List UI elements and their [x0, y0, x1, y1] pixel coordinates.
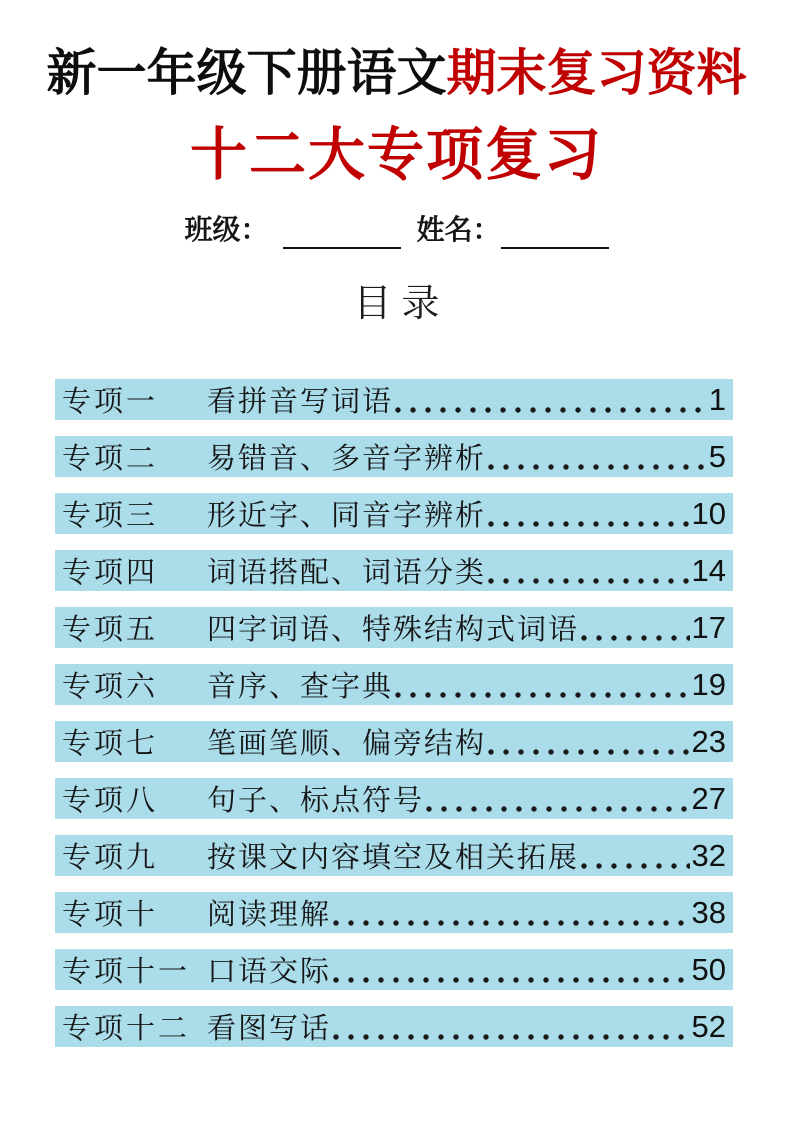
toc-item-number: 专项三 [62, 500, 159, 533]
toc-page-number: 19 [691, 666, 726, 702]
toc-page-number: 38 [691, 894, 726, 930]
toc-heading: 目录 [353, 282, 450, 325]
toc-item-title: 词语搭配、词语分类 [207, 557, 487, 590]
toc-row [55, 778, 733, 819]
toc-page-number: 32 [691, 837, 726, 873]
toc-row [55, 892, 733, 933]
toc-row [55, 721, 733, 762]
toc-row [55, 949, 733, 990]
toc-row [55, 436, 733, 477]
toc-row [55, 664, 733, 705]
toc-page-number: 27 [691, 780, 726, 816]
toc-item-number: 专项一 [62, 386, 159, 419]
toc-item-title: 句子、标点符号 [207, 785, 425, 818]
title-black-part: 新一年级下册语文 [46, 45, 447, 101]
toc-leader-dots [426, 778, 690, 819]
class-label: 班级： [184, 214, 269, 246]
toc-leader-dots [333, 892, 690, 933]
toc-leader-dots [333, 949, 690, 990]
toc-item-title: 四字词语、特殊结构式词语 [207, 614, 580, 647]
toc-item-title: 形近字、同音字辨析 [207, 500, 487, 533]
toc-leader-dots [395, 379, 707, 420]
page-subtitle: 十二大专项复习 [190, 123, 603, 187]
toc-leader-dots [488, 721, 690, 762]
toc-item-title: 音序、查字典 [207, 671, 394, 704]
toc-item-number: 专项六 [62, 671, 159, 704]
title-red-part: 期末复习资料 [446, 45, 747, 101]
toc-item-number: 专项十二 [62, 1013, 191, 1046]
toc-page-number: 10 [691, 495, 726, 531]
toc-item-number: 专项十一 [62, 956, 191, 989]
toc-page-number: 23 [691, 723, 726, 759]
toc-leader-dots [488, 436, 707, 477]
toc-leader-dots [488, 550, 690, 591]
toc-leader-dots [581, 835, 690, 876]
name-blank-field [501, 219, 609, 249]
toc-row [55, 550, 733, 591]
toc-row [55, 493, 733, 534]
toc-page-number: 17 [691, 609, 726, 645]
toc-item-number: 专项五 [62, 614, 159, 647]
toc-row [55, 607, 733, 648]
toc-page-number: 50 [691, 951, 726, 987]
toc-leader-dots [581, 607, 690, 648]
toc-item-number: 专项四 [62, 557, 159, 590]
toc-item-title: 易错音、多音字辨析 [207, 443, 487, 476]
toc-page-number: 52 [691, 1008, 726, 1044]
toc-item-title: 阅读理解 [207, 899, 332, 932]
toc-item-title: 按课文内容填空及相关拓展 [207, 842, 580, 875]
page-title [0, 42, 793, 105]
toc-item-number: 专项七 [62, 728, 159, 761]
toc-page-number: 1 [708, 381, 726, 417]
toc-list [55, 379, 733, 1047]
toc-item-number: 专项九 [62, 842, 159, 875]
toc-leader-dots [333, 1006, 690, 1047]
toc-item-title: 笔画笔顺、偏旁结构 [207, 728, 487, 761]
toc-item-title: 口语交际 [207, 956, 332, 989]
student-info-line [0, 213, 793, 249]
toc-item-title: 看图写话 [207, 1013, 332, 1046]
toc-leader-dots [488, 493, 690, 534]
toc-item-number: 专项十 [62, 899, 159, 932]
toc-page-number: 5 [708, 438, 726, 474]
toc-page-number: 14 [691, 552, 726, 588]
toc-row [55, 379, 733, 420]
toc-row [55, 835, 733, 876]
class-blank-field [283, 219, 401, 249]
toc-leader-dots [395, 664, 690, 705]
toc-item-number: 专项二 [62, 443, 159, 476]
toc-item-title: 看拼音写词语 [207, 386, 394, 419]
toc-item-number: 专项八 [62, 785, 159, 818]
name-label: 姓名： [416, 214, 501, 246]
toc-row [55, 1006, 733, 1047]
